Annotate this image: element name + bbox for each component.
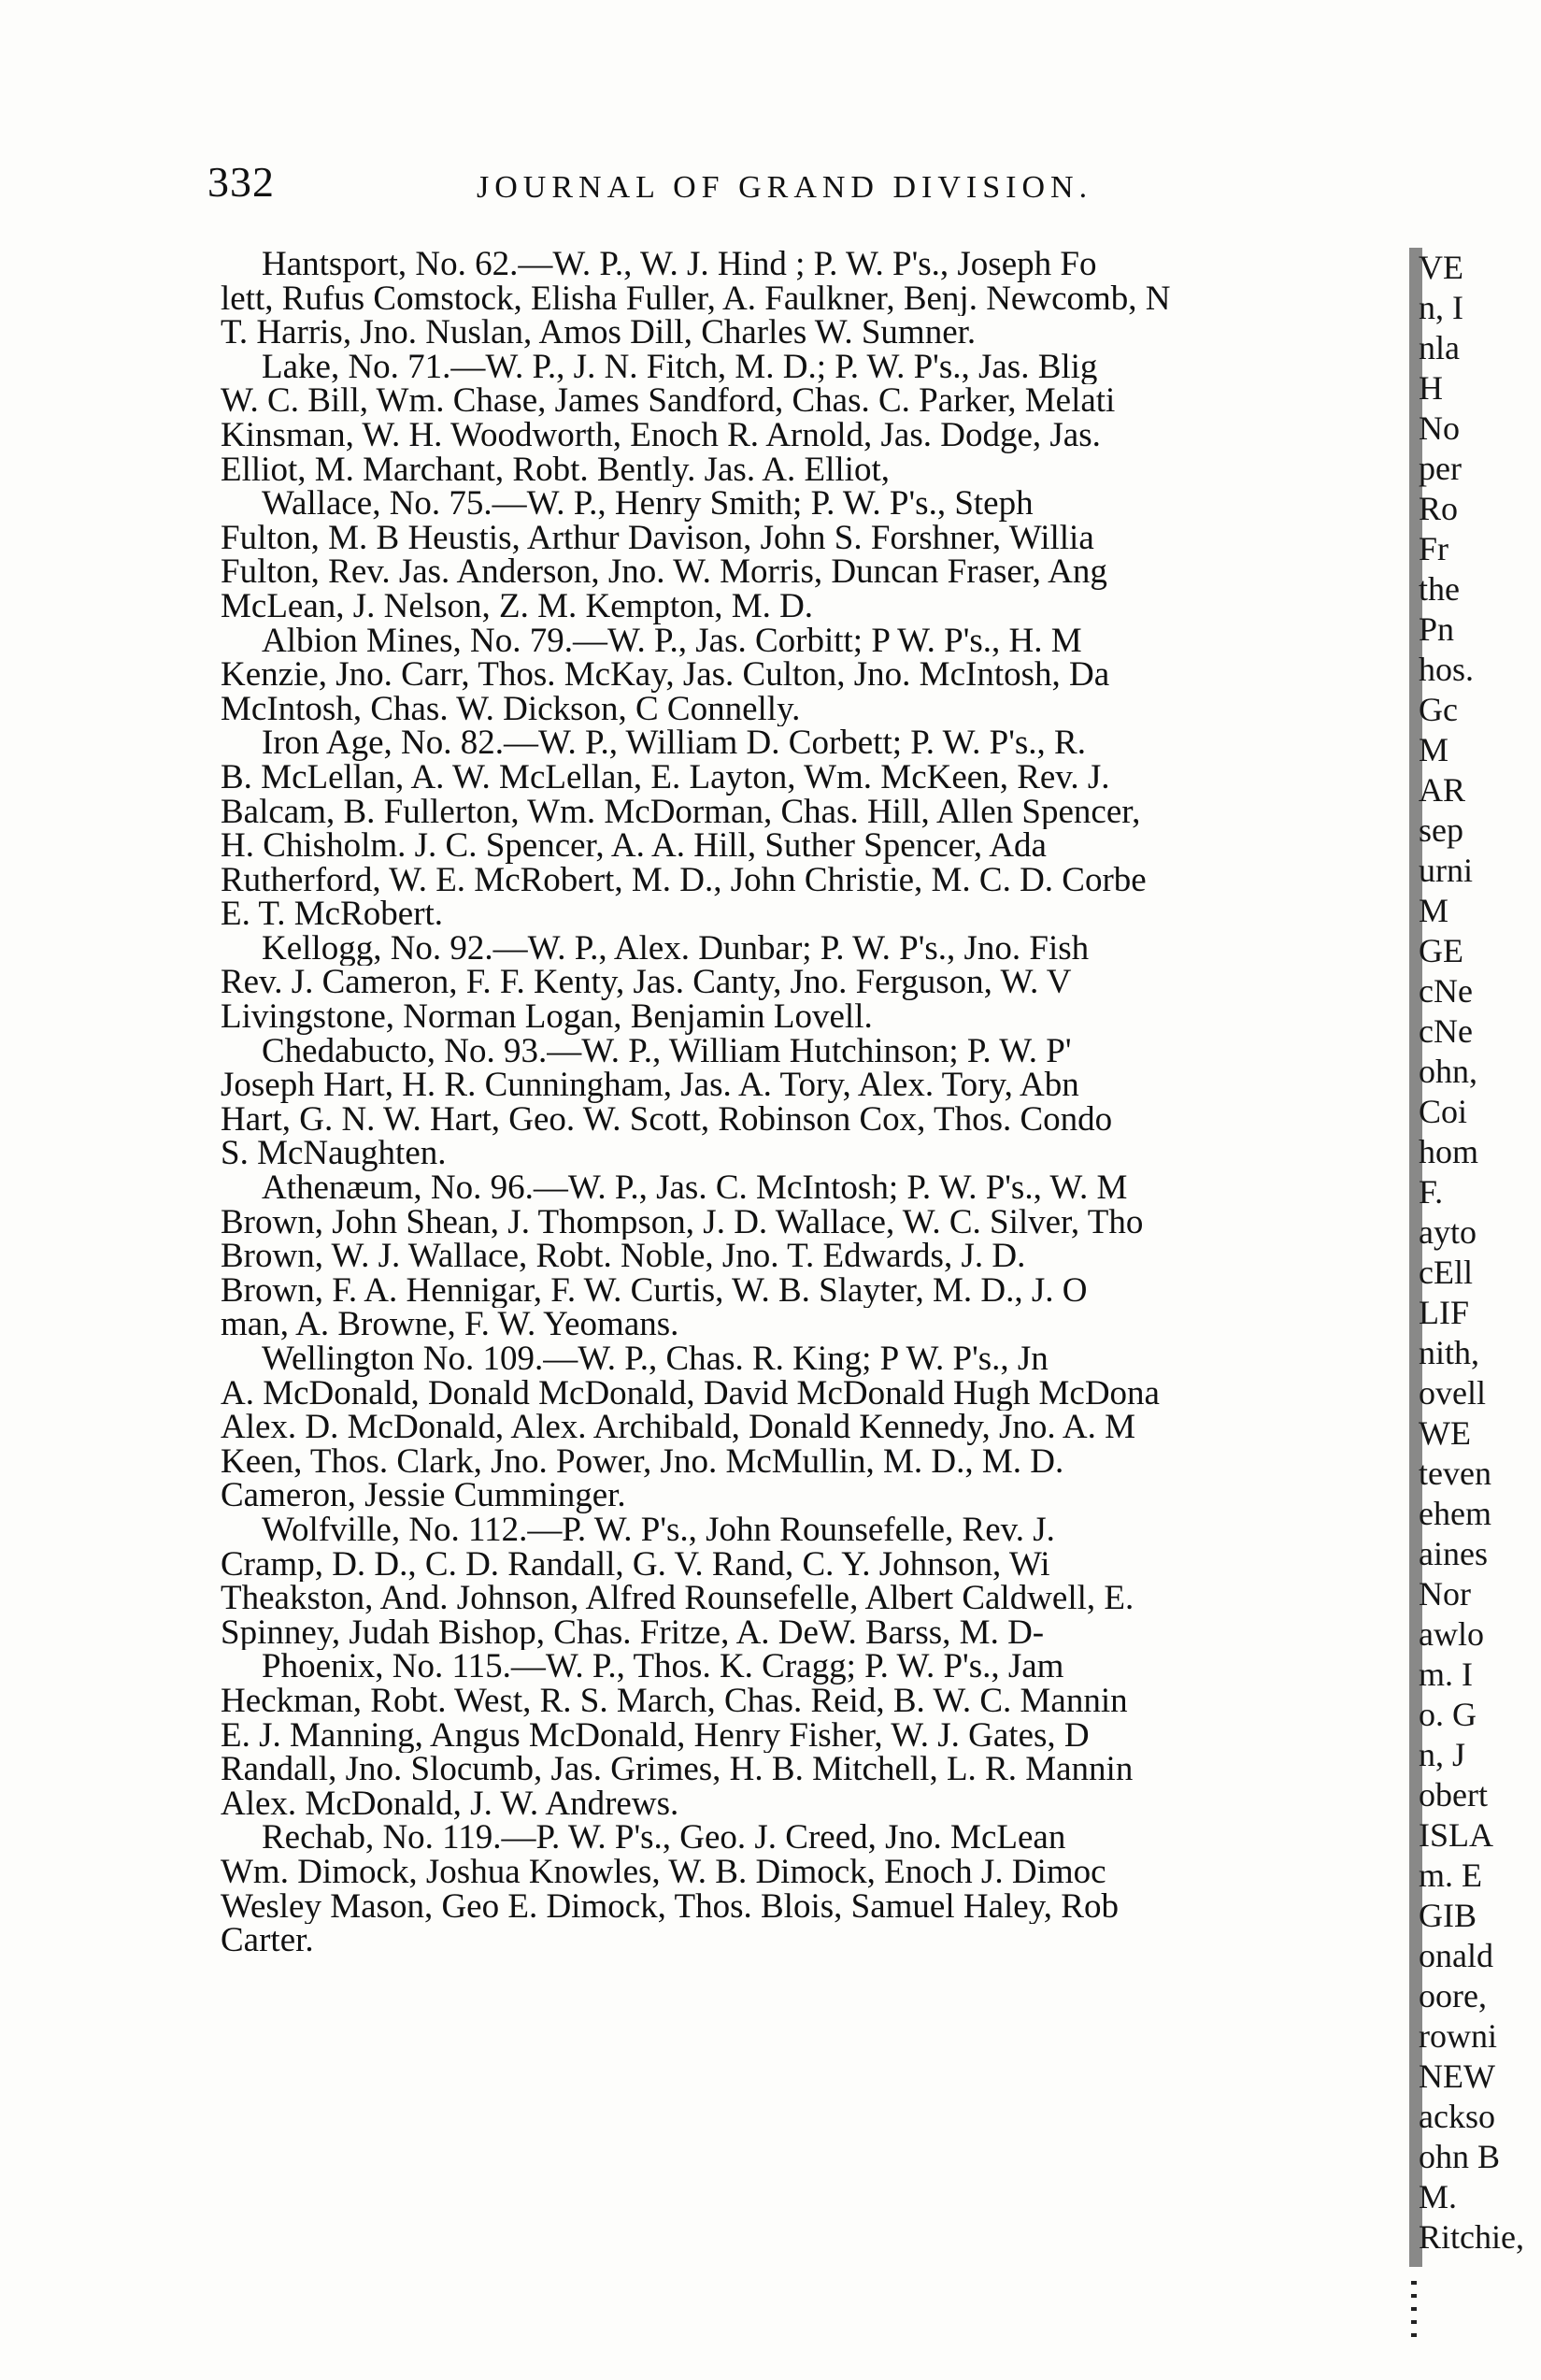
lodge-entry-line: A. McDonald, Donald McDonald, David McDonald Hugh McDona	[221, 1376, 1160, 1412]
bleed-through-fragment: Coi	[1419, 1093, 1468, 1130]
gutter-dots	[1411, 2281, 1417, 2337]
lodge-entry-line: Theakston, And. Johnson, Alfred Rounsefelle, Albert Caldwell, E.	[221, 1582, 1134, 1616]
lodge-entry-line: Randall, Jno. Slocumb, Jas. Grimes, H. B. Mitchell, L. R. Mannin	[221, 1753, 1134, 1787]
bleed-through-fragment: o. G	[1419, 1696, 1477, 1733]
lodge-entry-line: Kenzie, Jno. Carr, Thos. McKay, Jas. Culton, Jno. McIntosh, Da	[221, 658, 1110, 693]
bleed-through-fragment: ackso	[1419, 2098, 1495, 2135]
lodge-entry-line: E. J. Manning, Angus McDonald, Henry Fisher, W. J. Gates, D	[221, 1718, 1090, 1754]
lodge-entry	[221, 1821, 1398, 1957]
page-header	[207, 157, 1404, 213]
lodge-entry-line: Brown, W. J. Wallace, Robt. Noble, Jno. T. Edwards, J. D.	[221, 1240, 1026, 1274]
lodge-entry-heading-line: Wallace, No. 75.—W. P., Henry Smith; P. W. P's., Steph	[262, 487, 1034, 522]
lodge-entry-heading-line: Wellington No. 109.—W. P., Chas. R. King; P W. P's., Jn	[262, 1342, 1049, 1377]
lodge-entry-line: H. Chisholm. J. C. Spencer, A. A. Hill, Suther Spencer, Ada	[221, 829, 1047, 864]
lodge-entry-heading-line: Iron Age, No. 82.—W. P., William D. Corbett; P. W. P's., R.	[262, 726, 1086, 761]
bleed-through-fragment: ehem	[1419, 1495, 1491, 1532]
lodge-entry-line: McLean, J. Nelson, Z. M. Kempton, M. D.	[221, 589, 814, 624]
lodge-entry-line: Wm. Dimock, Joshua Knowles, W. B. Dimock, Enoch J. Dimoc	[221, 1855, 1106, 1890]
bleed-through-fragment: LIF	[1419, 1294, 1469, 1331]
lodge-entry	[221, 932, 1398, 1035]
binding-gutter	[1409, 248, 1541, 2267]
bleed-through-fragment: the	[1419, 570, 1460, 608]
lodge-entry	[221, 487, 1398, 624]
lodge-entry-line: Rutherford, W. E. McRobert, M. D., John Christie, M. C. D. Corbe	[221, 863, 1147, 898]
lodge-entry	[221, 351, 1398, 487]
lodge-entry-line: man, A. Browne, F. W. Yeomans.	[221, 1308, 679, 1342]
bleed-through-fragment: nla	[1419, 329, 1460, 366]
bleed-through-fragment: M	[1419, 892, 1449, 929]
lodge-entry-line: B. McLellan, A. W. McLellan, E. Layton, Wm. McKeen, Rev. J.	[221, 760, 1110, 796]
lodge-entry-line: S. McNaughten.	[221, 1137, 447, 1172]
lodge-entry-line: Carter.	[221, 1924, 314, 1958]
lodge-entry-line: Joseph Hart, H. R. Cunningham, Jas. A. Tory, Alex. Tory, Abn	[221, 1068, 1079, 1103]
lodge-entry-heading-line: Wolfville, No. 112.—P. W. P's., John Rounsefelle, Rev. J.	[262, 1513, 1055, 1548]
bleed-through-fragment: ohn B	[1419, 2138, 1501, 2175]
bleed-through-fragment: WE	[1419, 1414, 1471, 1452]
lodge-entry-line: Alex. D. McDonald, Alex. Archibald, Donald Kennedy, Jno. A. M	[221, 1411, 1135, 1445]
lodge-entry-heading-line: Phoenix, No. 115.—W. P., Thos. K. Cragg; P. W. P's., Jam	[262, 1650, 1064, 1685]
bleed-through-fragment: sep	[1419, 811, 1463, 849]
bleed-through-fragment: Pn	[1419, 610, 1455, 648]
lodge-entry-line: lett, Rufus Comstock, Elisha Fuller, A. Faulkner, Benj. Newcomb, N	[221, 281, 1171, 317]
lodge-entry-line: Livingstone, Norman Logan, Benjamin Lovell.	[221, 1000, 873, 1035]
lodge-entry-line: Fulton, Rev. Jas. Anderson, Jno. W. Morris, Duncan Fraser, Ang	[221, 555, 1107, 590]
bleed-through-fragment: VE	[1419, 249, 1463, 286]
bleed-through-fragment: No	[1419, 409, 1460, 447]
bleed-through-fragment: cNe	[1419, 1012, 1473, 1050]
lodge-entry	[221, 248, 1398, 351]
lodge-entry	[221, 726, 1398, 932]
bleed-through-fragment: Gc	[1419, 691, 1458, 728]
bleed-through-fragment: onald	[1419, 1937, 1493, 1974]
lodge-entry-line: McIntosh, Chas. W. Dickson, C Connelly.	[221, 692, 801, 727]
bleed-through-fragment: Nor	[1419, 1575, 1471, 1613]
bleed-through-fragment: rowni	[1419, 2017, 1497, 2055]
lodge-entry-line: Kinsman, W. H. Woodworth, Enoch R. Arnold, Jas. Dodge, Jas.	[221, 418, 1101, 453]
lodge-entry-line: Rev. J. Cameron, F. F. Kenty, Jas. Canty, Jno. Ferguson, W. V	[221, 966, 1072, 1001]
lodge-entry-line: Spinney, Judah Bishop, Chas. Fritze, A. DeW. Barss, M. D-	[221, 1615, 1045, 1651]
bleed-through-fragment: ohn,	[1419, 1053, 1477, 1090]
lodge-entry-line: E. T. McRobert.	[221, 897, 444, 932]
bleed-through-fragment: M.	[1419, 2178, 1458, 2215]
lodge-entry-heading-line: Hantsport, No. 62.—W. P., W. J. Hind ; P. W. P's., Joseph Fo	[262, 248, 1097, 282]
bleed-through-fragment: hom	[1419, 1133, 1479, 1170]
bleed-through-fragment: ovell	[1419, 1374, 1486, 1412]
lodge-entry-line: Brown, F. A. Hennigar, F. W. Curtis, W. B. Slayter, M. D., J. O	[221, 1273, 1088, 1309]
lodge-officer-list	[221, 248, 1398, 1958]
lodge-entry	[221, 1171, 1398, 1342]
bleed-through-fragment: ayto	[1419, 1213, 1477, 1251]
bleed-through-fragment: obert	[1419, 1776, 1488, 1814]
lodge-entry	[221, 1513, 1398, 1650]
lodge-entry-line: Keen, Thos. Clark, Jno. Power, Jno. McMullin, M. D., M. D.	[221, 1444, 1064, 1480]
lodge-entry-line: Brown, John Shean, J. Thompson, J. D. Wallace, W. C. Silver, Tho	[221, 1205, 1144, 1240]
bleed-through-fragment: oore,	[1419, 1977, 1487, 2014]
lodge-entry-line: T. Harris, Jno. Nuslan, Amos Dill, Charles W. Sumner.	[221, 316, 977, 351]
bleed-through-fragment: urni	[1419, 852, 1473, 889]
lodge-entry-line: Cameron, Jessie Cumminger.	[221, 1479, 626, 1513]
bleed-through-fragment: per	[1419, 450, 1462, 487]
lodge-entry-heading-line: Athenæum, No. 96.—W. P., Jas. C. McIntosh; P. W. P's., W. M	[262, 1171, 1128, 1206]
lodge-entry	[221, 1035, 1398, 1171]
bleed-through-fragment: nith,	[1419, 1334, 1480, 1371]
lodge-entry	[221, 1342, 1398, 1513]
page-number: 332	[207, 158, 275, 206]
bleed-through-fragment: Fr	[1419, 530, 1449, 567]
bleed-through-fragment: GIB	[1419, 1897, 1477, 1934]
lodge-entry-heading-line: Chedabucto, No. 93.—W. P., William Hutchinson; P. W. P'	[262, 1034, 1072, 1069]
lodge-entry-line: Balcam, B. Fullerton, Wm. McDorman, Chas. Hill, Allen Spencer,	[221, 795, 1141, 830]
lodge-entry-line: Cramp, D. D., C. D. Randall, G. V. Rand, C. Y. Johnson, Wi	[221, 1547, 1050, 1583]
bleed-through-fragment: GE	[1419, 932, 1463, 969]
lodge-entry-line: Hart, G. N. W. Hart, Geo. W. Scott, Robinson Cox, Thos. Condo	[221, 1102, 1113, 1138]
bleed-through-fragment: hos.	[1419, 651, 1475, 688]
lodge-entry-line: Alex. McDonald, J. W. Andrews.	[221, 1786, 679, 1822]
bleed-through-fragment: M	[1419, 731, 1449, 768]
lodge-entry-heading-line: Lake, No. 71.—W. P., J. N. Fitch, M. D.; P. W. P's., Jas. Blig	[262, 350, 1098, 385]
bleed-through-fragment: m. I	[1419, 1656, 1473, 1693]
bleed-through-fragment: ISLA	[1419, 1816, 1493, 1854]
bleed-through-fragment: aines	[1419, 1535, 1488, 1572]
lodge-entry-line: W. C. Bill, Wm. Chase, James Sandford, Chas. C. Parker, Melati	[221, 384, 1116, 419]
bleed-through-fragment: NEW	[1419, 2057, 1495, 2095]
lodge-entry-line: Fulton, M. B Heustis, Arthur Davison, John S. Forshner, Willia	[221, 521, 1094, 556]
bleed-through-fragment: cNe	[1419, 972, 1473, 1010]
lodge-entry-line: Heckman, Robt. West, R. S. March, Chas. Reid, B. W. C. Mannin	[221, 1684, 1128, 1719]
bleed-through-fragment: n, I	[1419, 289, 1463, 326]
lodge-entry-heading-line: Albion Mines, No. 79.—W. P., Jas. Corbitt; P W. P's., H. M	[262, 624, 1082, 659]
lodge-entry	[221, 624, 1398, 727]
bleed-through-fragment: Ritchie,	[1419, 2218, 1524, 2256]
bleed-through-fragment: Ro	[1419, 490, 1459, 527]
lodge-entry-heading-line: Rechab, No. 119.—P. W. P's., Geo. J. Creed, Jno. McLean	[262, 1821, 1066, 1856]
running-head: JOURNAL OF GRAND DIVISION.	[477, 170, 1093, 205]
bleed-through-fragment: AR	[1419, 771, 1466, 809]
bleed-through-fragment: F.	[1419, 1173, 1444, 1211]
lodge-entry-line: Elliot, M. Marchant, Robt. Bently. Jas. A. Elliot,	[221, 452, 890, 488]
bleed-through-fragment: H	[1419, 369, 1443, 407]
lodge-entry	[221, 1650, 1398, 1821]
bleed-through-fragment: awlo	[1419, 1615, 1484, 1653]
bleed-through-fragment: m. E	[1419, 1857, 1482, 1894]
bleed-through-fragment: teven	[1419, 1455, 1491, 1492]
bleed-through-fragment: n, J	[1419, 1736, 1466, 1773]
lodge-entry-heading-line: Kellogg, No. 92.—W. P., Alex. Dunbar; P. W. P's., Jno. Fish	[262, 931, 1090, 967]
lodge-entry-line: Wesley Mason, Geo E. Dimock, Thos. Blois, Samuel Haley, Rob	[221, 1889, 1119, 1925]
bleed-through-fragment: cEll	[1419, 1254, 1473, 1291]
